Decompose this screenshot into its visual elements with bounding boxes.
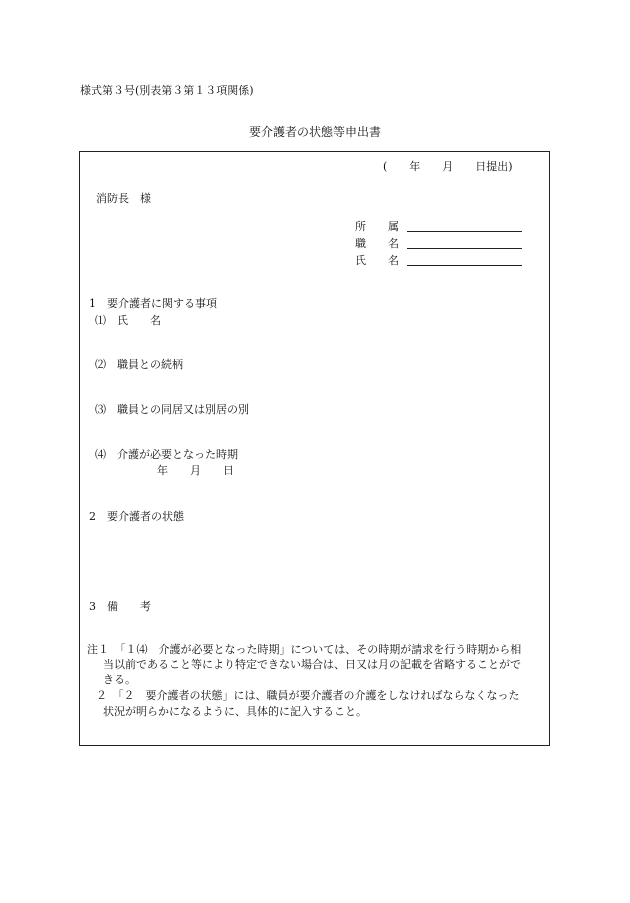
section-care-recipient: 1 要介護者に関する事項 [89, 297, 217, 310]
addressee: 消防長 様 [96, 192, 151, 205]
submission-date-line: ( 年 月 日提出) [383, 160, 513, 173]
job-title-field[interactable] [407, 236, 522, 249]
item-care-start: ⑷ 介護が必要となった時期 [95, 448, 238, 461]
name-label: 氏 名 [355, 254, 399, 267]
item-name: ⑴ 氏 名 [95, 314, 161, 327]
note-1-line-2: 当以前であること等により特定できない場合は、日又は月の記載を省略することがで [103, 658, 521, 671]
item-relationship: ⑵ 職員との続柄 [95, 358, 183, 371]
note-2-line-2: 状況が明らかになるように、具体的に記入すること。 [103, 705, 367, 718]
note-2-line-1: ２ 「２ 要介護者の状態」には、職員が要介護者の介護をしなければならなくなった [96, 689, 520, 702]
note-1-line-1: 注１ 「１⑷ 介護が必要となった時期」については、その時期が請求を行う時期から相 [87, 643, 522, 656]
job-title-label: 職 名 [355, 237, 399, 250]
section-care-condition: 2 要介護者の状態 [89, 510, 184, 523]
care-start-date: 年 月 日 [157, 464, 234, 477]
page-title: 要介護者の状態等申出書 [248, 125, 381, 139]
form-number: 様式第３号(別表第３第１３項関係) [80, 84, 254, 97]
note-1-line-3: きる。 [103, 673, 136, 686]
item-cohabitation: ⑶ 職員との同居又は別居の別 [95, 403, 249, 416]
affiliation-field[interactable] [407, 219, 522, 232]
affiliation-label: 所 属 [355, 220, 399, 233]
name-field[interactable] [407, 253, 522, 266]
section-remarks: 3 備 考 [89, 600, 151, 613]
